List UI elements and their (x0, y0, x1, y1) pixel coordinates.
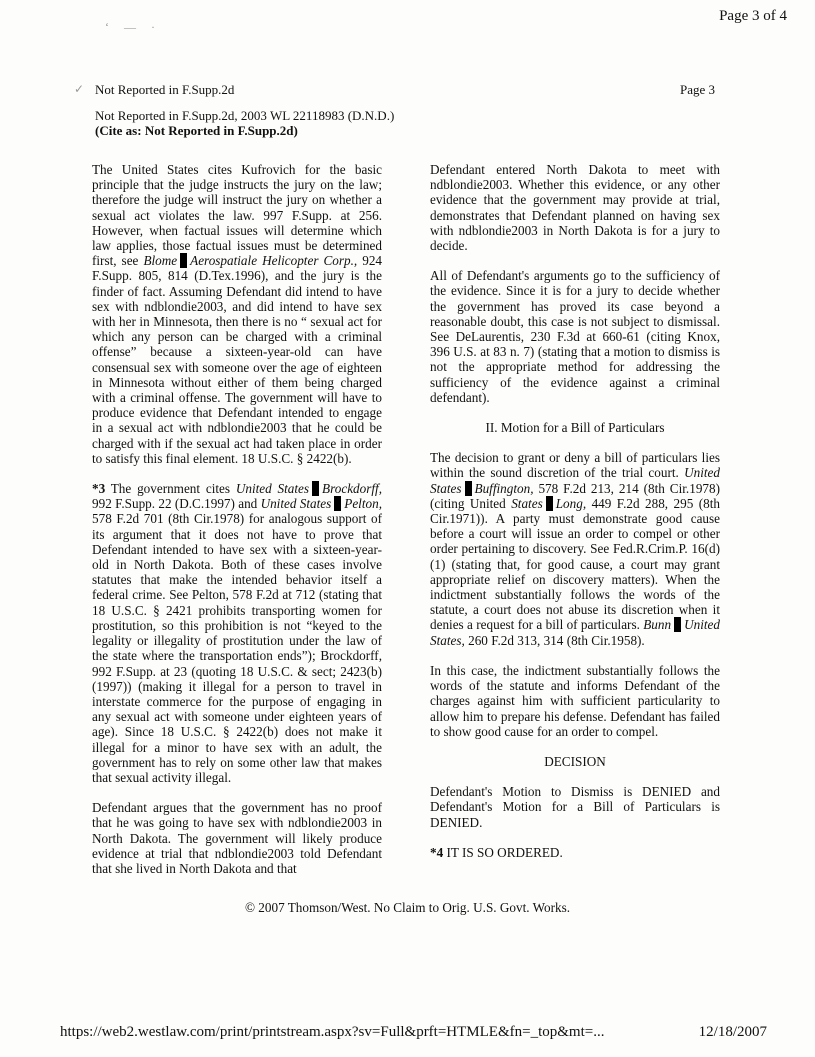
paragraph: Defendant's Motion to Dismiss is DENIED and Defendant's Motion for a Bill of Particulars is DENIED. (430, 784, 720, 830)
case-name[interactable]: United States, (430, 617, 720, 648)
redaction-mark (546, 496, 553, 511)
case-name[interactable]: United States (235, 481, 310, 497)
redaction-mark (312, 481, 319, 496)
case-name[interactable]: Long, (555, 495, 587, 511)
case-name[interactable]: States (511, 495, 543, 511)
paragraph: The decision to grant or deny a bill of particulars lies within the sound discretion of the trial court. United States Buffington, 578 F.2d 213, 214 (8th Cir.1978) (citing United States Long, 449 F.2d 288, 295 (8th Cir.1971)). A party must demonstrate good cause before a court will issue an order to compel or other order pertaining to discovery. See Fed.R.Crim.P. 16(d)(1) (stating that, for good cause, a court may grant appropriate relief on discovery matters). When the indictment substantially follows the words of the statute, a court does not abuse its discretion when it denies a request for a bill of particulars. Bunn United States, 260 F.2d 313, 314 (8th Cir.1958). (430, 450, 720, 648)
left-column (92, 162, 382, 891)
case-name[interactable]: Aerospatiale Helicopter Corp., (190, 253, 358, 269)
paragraph: In this case, the indictment substantially follows the words of the statute and informs Defendant of the charges against him with sufficient particularity to allow him to prepare his defense. Defendant has failed to show good cause for an order to compel. (430, 662, 720, 739)
check-mark-icon: ✓ (74, 82, 85, 96)
paragraph: The United States cites Kufrovich for the basic principle that the judge instructs the jury on the law; therefore the judge will instruct the jury on whether a sexual act violates the law. 997 F.Supp. at 256. However, when factual issues will determine which law applies, those factual issues must be determined first, see Blome Aerospatiale Helicopter Corp., 924 F.Supp. 805, 814 (D.Tex.1996), and the jury is the finder of fact. Assuming Defendant did intend to have sex with ndblondie2003, and did intend to have sex with her in Minnesota, then there is no “ sexual act for which any person can be charged with a criminal offense” because a sixteen-year-old can have consensual sex with someone over the age of eighteen in Minnesota without either of them being charged with a criminal offense. The government will have to produce evidence that Defendant intended to engage in a sexual act with ndblondie2003 that he could be charged with if the sexual act had taken place in order to satisfy this final element. 18 U.S.C. § 2422(b). (92, 162, 383, 466)
paragraph: *4 IT IS SO ORDERED. (430, 844, 563, 860)
case-name[interactable]: Blome (143, 253, 178, 269)
citation-line: Not Reported in F.Supp.2d, 2003 WL 22118983 (D.N.D.) (95, 108, 395, 123)
case-name[interactable]: Buffington, (474, 480, 534, 496)
cite-as-line: (Cite as: Not Reported in F.Supp.2d) (95, 123, 298, 138)
page-indicator: Page 3 of 4 (719, 8, 787, 24)
redaction-mark (465, 481, 472, 496)
star-page: *3 (92, 481, 106, 497)
paragraph: Defendant argues that the government has no proof that he was going to have sex with ndblondie2003 in North Dakota. The government will likely produce evidence at trial that ndblondie2003 told Defendant that she lived in North Dakota and that (92, 800, 382, 876)
case-name[interactable]: Brockdorff, (322, 481, 382, 497)
paragraph: All of Defendant's arguments go to the sufficiency of the evidence. Since it is for a jury to decide whether the government has proved its case beyond a reasonable doubt, this case is not subject to dismissal. See DeLaurentis, 230 F.3d at 660-61 (citing Knox, 396 U.S. at 83 n. 7) (stating that a motion to dismiss is not the appropriate method for addressing the sufficiency of the evidence against a criminal defendant). (430, 268, 720, 405)
header-page-number: Page 3 (679, 82, 715, 97)
header-source: Not Reported in F.Supp.2d (95, 82, 235, 97)
case-name[interactable]: Pelton, (344, 496, 382, 512)
case-name[interactable]: United States (260, 496, 332, 512)
paragraph: *3 The government cites United States Brockdorff, 992 F.Supp. 22 (D.C.1997) and United States Pelton, 578 F.2d 701 (8th Cir.1978) for analogous support of its argument that it does not have to prove that Defendant intended to have sex with a sixteen-year-old in North Dakota. Both of these cases involve statutes that make the intended behavior itself a federal crime. See Pelton, 578 F.2d at 712 (stating that 18 U.S.C. § 2421 prohibits transporting women for prostitution, so this prohibition is not “keyed to the legality or illegality of prostitution under the law of the state where the transportation ends”); Brockdorff, 992 F.Supp. at 23 (quoting 18 U.S.C. & sect; 2423(b)(1997)) (making it illegal for a person to travel in interstate commerce for the purpose of engaging in any sexual act with someone under eighteen years of age). Since 18 U.S.C. § 2422(b) does not make it illegal for a minor to have sex with an adult, the government has to rely on some other law that makes that sexual activity illegal. (92, 481, 382, 785)
footer-url[interactable]: https://web2.westlaw.com/print/printstream.aspx?sv=Full&prft=HTMLE&fn=_top&mt=... (60, 1024, 605, 1040)
right-column (430, 162, 720, 875)
paragraph: Defendant entered North Dakota to meet with ndblondie2003. Whether this evidence, or any other evidence that the government may provide at trial, demonstrates that Defendant planned on having sex with ndblondie2003 in North Dakota is for a jury to decide. (430, 162, 720, 254)
redaction-mark (334, 496, 341, 511)
section-heading: DECISION (544, 753, 606, 769)
case-name[interactable]: United States (430, 465, 720, 496)
footer-date: 12/18/2007 (698, 1024, 767, 1040)
redaction-mark (180, 253, 187, 268)
section-heading: II. Motion for a Bill of Particulars (485, 420, 665, 436)
case-name[interactable]: Bunn (643, 617, 672, 633)
scan-marks: ʻ — · (105, 20, 161, 34)
redaction-mark (674, 617, 681, 632)
copyright-notice: © 2007 Thomson/West. No Claim to Orig. U.S. Govt. Works. (244, 900, 570, 915)
star-page: *4 (430, 844, 444, 860)
